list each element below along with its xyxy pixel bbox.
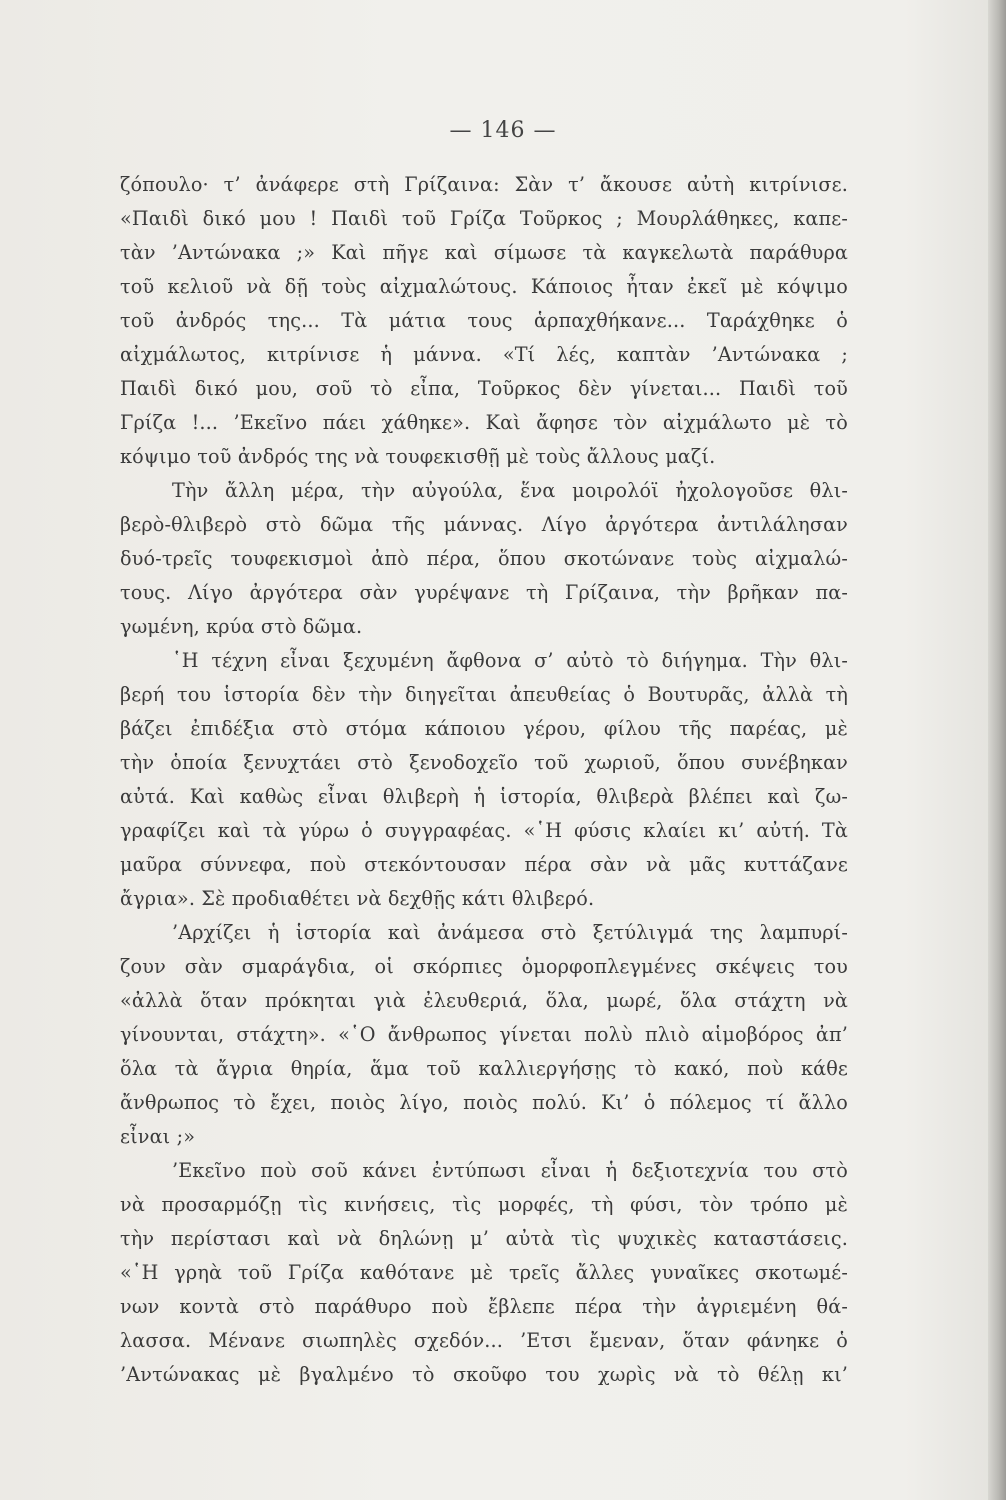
body-text (120, 168, 848, 1392)
text-line: νων κοντὰ στὸ παράθυρο ποὺ ἔβλεπε πέρα τὴν ἀγριεμένη θά- (120, 1295, 848, 1318)
text-line: τὴν περίστασι καὶ νὰ δηλώνῃ μ’ αὐτὰ τὶς ψυχικὲς καταστάσεις. (120, 1227, 848, 1250)
text-line: τὰν ’Αντώνακα ;» Καὶ πῆγε καὶ σίμωσε τὰ καγκελωτὰ παράθυρα (120, 241, 848, 264)
text-line: Παιδὶ δικό μου, σοῦ τὸ εἶπα, Τοῦρκος δὲν γίνεται... Παιδὶ τοῦ (120, 377, 848, 400)
text-line: ῾Η τέχνη εἶναι ξεχυμένη ἄφθονα σ’ αὐτὸ τὸ διήγημα. Τὴν θλι- (172, 649, 848, 672)
text-line: «Παιδὶ δικό μου ! Παιδὶ τοῦ Γρίζα Τοῦρκος ; Μουρλάθηκες, καπε- (120, 207, 848, 230)
text-line: αὐτά. Καὶ καθὼς εἶναι θλιβερὴ ἡ ἱστορία, θλιβερὰ βλέπει καὶ ζω- (120, 785, 848, 808)
text-line: εἶναι ;» (120, 1125, 196, 1148)
text-line: γραφίζει καὶ τὰ γύρω ὁ συγγραφέας. «῾Η φύσις κλαίει κι’ αὐτή. Τὰ (120, 819, 848, 842)
text-line: τους. Λίγο ἀργότερα σὰν γυρέψανε τὴ Γρίζαινα, τὴν βρῆκαν πα- (120, 581, 848, 604)
text-line: Γρίζα !... ’Εκεῖνο πάει χάθηκε». Καὶ ἄφησε τὸν αἰχμάλωτο μὲ τὸ (120, 411, 848, 434)
text-line: βερή του ἱστορία δὲν τὴν διηγεῖται ἀπευθείας ὁ Βουτυρᾶς, ἀλλὰ τὴ (120, 683, 848, 706)
text-line: Τὴν ἄλλη μέρα, τὴν αὐγούλα, ἕνα μοιρολόϊ ἠχολογοῦσε θλι- (172, 479, 848, 502)
text-line: ὅλα τὰ ἄγρια θηρία, ἅμα τοῦ καλλιεργήσῃς τὸ κακό, ποὺ κάθε (120, 1057, 848, 1080)
text-line: ἄγρια». Σὲ προδιαθέτει νὰ δεχθῇς κάτι θλιβερό. (120, 887, 595, 910)
text-line: «ἀλλὰ ὅταν πρόκηται γιὰ ἐλευθεριά, ὅλα, μωρέ, ὅλα στάχτη νὰ (120, 989, 848, 1012)
text-line: βερὸ-θλιβερὸ στὸ δῶμα τῆς μάννας. Λίγο ἀργότερα ἀντιλάλησαν (120, 513, 848, 536)
text-line: γωμένη, κρύα στὸ δῶμα. (120, 615, 363, 638)
text-line: ’Αρχίζει ἡ ἱστορία καὶ ἀνάμεσα στὸ ξετύλιγμά της λαμπυρί- (172, 921, 848, 944)
text-line: κόψιμο τοῦ ἀνδρός της νὰ τουφεκισθῇ μὲ τοὺς ἄλλους μαζί. (120, 445, 716, 468)
text-line: γίνουνται, στάχτη». «῾Ο ἄνθρωπος γίνεται πολὺ πλιὸ αἱμοβόρος ἀπ’ (120, 1023, 848, 1046)
text-line: ζουν σὰν σμαράγδια, οἱ σκόρπιες ὁμορφοπλεγμένες σκέψεις του (120, 955, 848, 978)
text-line: λασσα. Μένανε σιωπηλὲς σχεδόν... ’Ετσι ἔμεναν, ὅταν φάνηκε ὁ (120, 1329, 848, 1352)
text-line: μαῦρα σύννεφα, ποὺ στεκόντουσαν πέρα σὰν νὰ μᾶς κυττάζανε (120, 853, 848, 876)
text-line: ζόπουλο· τ’ ἀνάφερε στὴ Γρίζαινα: Σὰν τ’ ἄκουσε αὐτὴ κιτρίνισε. (120, 173, 848, 196)
text-line: τὴν ὁποία ξενυχτάει στὸ ξενοδοχεῖο τοῦ χωριοῦ, ὅπου συνέβηκαν (120, 751, 848, 774)
text-line: ’Αντώνακας μὲ βγαλμένο τὸ σκοῦφο του χωρὶς νὰ τὸ θέλῃ κι’ (120, 1363, 848, 1386)
text-line: τοῦ ἀνδρός της... Τὰ μάτια τους ἁρπαχθήκανε... Ταράχθηκε ὁ (120, 309, 848, 332)
page-spine-shadow (988, 0, 1006, 1500)
text-line: ἄνθρωπος τὸ ἔχει, ποιὸς λίγο, ποιὸς πολύ. Κι’ ὁ πόλεμος τί ἄλλο (120, 1091, 848, 1114)
text-line: νὰ προσαρμόζῃ τὶς κινήσεις, τὶς μορφές, τὴ φύσι, τὸν τρόπο μὲ (120, 1193, 848, 1216)
text-line: δυό-τρεῖς τουφεκισμοὶ ἀπὸ πέρα, ὅπου σκοτώνανε τοὺς αἰχμαλώ- (120, 547, 848, 570)
text-line: «῾Η γρηὰ τοῦ Γρίζα καθότανε μὲ τρεῖς ἄλλες γυναῖκες σκοτωμέ- (120, 1261, 848, 1284)
text-line: αἰχμάλωτος, κιτρίνισε ἡ μάννα. «Τί λές, καπτὰν ’Αντώνακα ; (120, 343, 848, 366)
text-line: ’Εκεῖνο ποὺ σοῦ κάνει ἐντύπωσι εἶναι ἡ δεξιοτεχνία του στὸ (172, 1159, 848, 1182)
page-number: — 146 — (449, 118, 557, 143)
text-line: τοῦ κελιοῦ νὰ δῇ τοὺς αἰχμαλώτους. Κάποιος ἦταν ἐκεῖ μὲ κόψιμο (120, 275, 848, 298)
text-line: βάζει ἐπιδέξια στὸ στόμα κάποιου γέρου, φίλου τῆς παρέας, μὲ (120, 717, 848, 740)
